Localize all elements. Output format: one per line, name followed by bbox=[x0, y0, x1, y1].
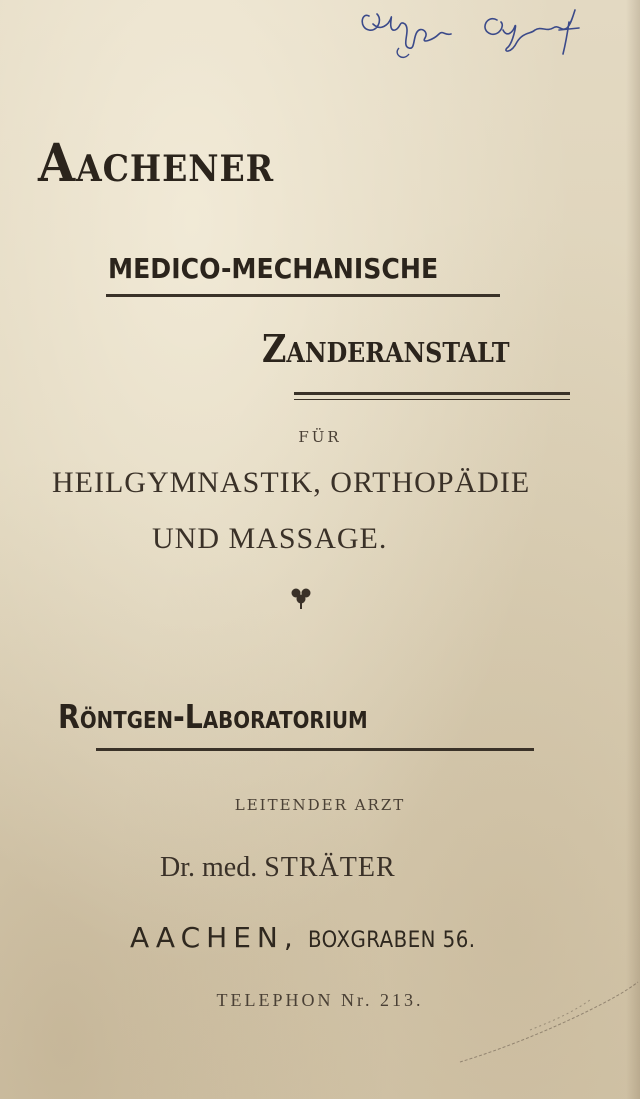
title-roentgen-laboratorium: Röntgen-Laboratorium bbox=[58, 697, 368, 736]
text-leitender-arzt: LEITENDER ARZT bbox=[234, 796, 406, 814]
page-edge-shadow bbox=[626, 0, 640, 1099]
divider-rule bbox=[294, 399, 570, 400]
telephone-number: TELEPHON Nr. 213. bbox=[216, 990, 424, 1010]
address-street: BOXGRABEN 56. bbox=[307, 928, 476, 953]
handwritten-signature bbox=[355, 2, 595, 72]
text-und-massage: UND MASSAGE. bbox=[152, 522, 388, 555]
text-heilgymnastik: HEILGYMNASTIK, ORTHOPÄDIE bbox=[52, 466, 531, 499]
divider-rule bbox=[106, 294, 500, 297]
doctor-name bbox=[160, 854, 396, 882]
doctor-prefix: Dr. med. bbox=[160, 852, 258, 883]
text-fuer: FÜR bbox=[298, 428, 342, 446]
title-aachener: Aachener bbox=[38, 133, 275, 194]
fleuron-icon bbox=[288, 584, 314, 610]
divider-rule bbox=[96, 748, 534, 751]
doctor-surname: STRÄTER bbox=[264, 852, 396, 883]
pencil-mark-icon bbox=[440, 970, 640, 1070]
address-city: AACHEN, bbox=[130, 921, 299, 954]
title-zanderanstalt: Zanderanstalt bbox=[262, 326, 510, 371]
title-medico-mechanische: MEDICO-MECHANISCHE bbox=[108, 252, 439, 285]
address-line bbox=[130, 921, 494, 954]
signature-icon bbox=[355, 2, 595, 72]
divider-rule bbox=[294, 392, 570, 395]
